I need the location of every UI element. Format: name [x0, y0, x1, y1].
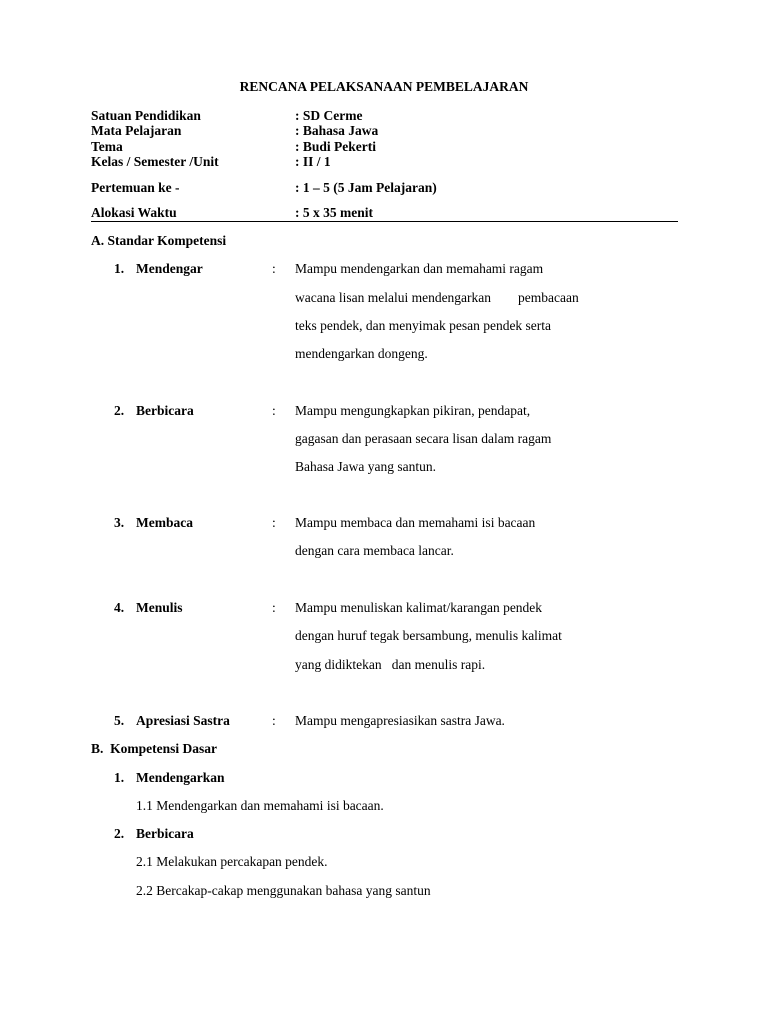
- group-number: 2.: [114, 826, 125, 841]
- item-line: gagasan dan perasaan secara lisan dalam ragam: [295, 431, 552, 446]
- item-line: Mampu mendengarkan dan memahami ragam: [295, 261, 544, 276]
- item-separator: :: [272, 403, 276, 418]
- item-name: Apresiasi Sastra: [136, 713, 230, 728]
- item-name: Membaca: [136, 515, 193, 530]
- item-line: Bahasa Jawa yang santun.: [295, 459, 436, 474]
- item-line: Mampu mengapresiasikan sastra Jawa.: [295, 713, 505, 728]
- document-title: RENCANA PELAKSANAAN PEMBELAJARAN: [239, 79, 529, 94]
- identity-label: Satuan Pendidikan: [91, 108, 201, 123]
- item-line: dengan huruf tegak bersambung, menulis kalimat: [295, 628, 562, 643]
- item-name: Mendengar: [136, 261, 203, 276]
- item-line: wacana lisan melalui mendengarkan pembacaan: [295, 290, 579, 305]
- identity-value: : Bahasa Jawa: [295, 123, 379, 138]
- divider-line: [91, 221, 678, 222]
- identity-label: Kelas / Semester /Unit: [91, 154, 219, 169]
- item-separator: :: [272, 515, 276, 530]
- competency-item: 2.1 Melakukan percakapan pendek.: [136, 854, 328, 869]
- item-line: Mampu membaca dan memahami isi bacaan: [295, 515, 536, 530]
- item-number: 1.: [114, 261, 125, 276]
- item-number: 2.: [114, 403, 125, 418]
- section-heading: A. Standar Kompetensi: [91, 233, 227, 248]
- competency-item: 1.1 Mendengarkan dan memahami isi bacaan.: [136, 798, 384, 813]
- identity-value: : 1 – 5 (5 Jam Pelajaran): [295, 180, 437, 195]
- identity-value: : II / 1: [295, 154, 331, 169]
- section-heading: B. Kompetensi Dasar: [91, 741, 217, 756]
- item-line: Mampu mengungkapkan pikiran, pendapat,: [295, 403, 531, 418]
- identity-label: Mata Pelajaran: [91, 123, 182, 138]
- item-separator: :: [272, 713, 276, 728]
- item-name: Berbicara: [136, 403, 194, 418]
- identity-value: : Budi Pekerti: [295, 139, 376, 154]
- group-name: Berbicara: [136, 826, 194, 841]
- item-line: teks pendek, dan menyimak pesan pendek serta: [295, 318, 552, 333]
- item-name: Menulis: [136, 600, 183, 615]
- identity-label: Tema: [91, 139, 123, 154]
- item-line: dengan cara membaca lancar.: [295, 543, 454, 558]
- group-number: 1.: [114, 770, 125, 785]
- identity-label: Alokasi Waktu: [91, 205, 177, 220]
- identity-value: : SD Cerme: [295, 108, 363, 123]
- group-name: Mendengarkan: [136, 770, 225, 785]
- identity-value: : 5 x 35 menit: [295, 205, 373, 220]
- item-number: 4.: [114, 600, 125, 615]
- item-number: 5.: [114, 713, 125, 728]
- item-line: yang didiktekan dan menulis rapi.: [295, 657, 486, 672]
- competency-item: 2.2 Bercakap-cakap menggunakan bahasa yang santun: [136, 883, 431, 898]
- item-line: Mampu menuliskan kalimat/karangan pendek: [295, 600, 543, 615]
- item-line: mendengarkan dongeng.: [295, 346, 428, 361]
- item-separator: :: [272, 600, 276, 615]
- item-number: 3.: [114, 515, 125, 530]
- identity-label: Pertemuan ke -: [91, 180, 180, 195]
- item-separator: :: [272, 261, 276, 276]
